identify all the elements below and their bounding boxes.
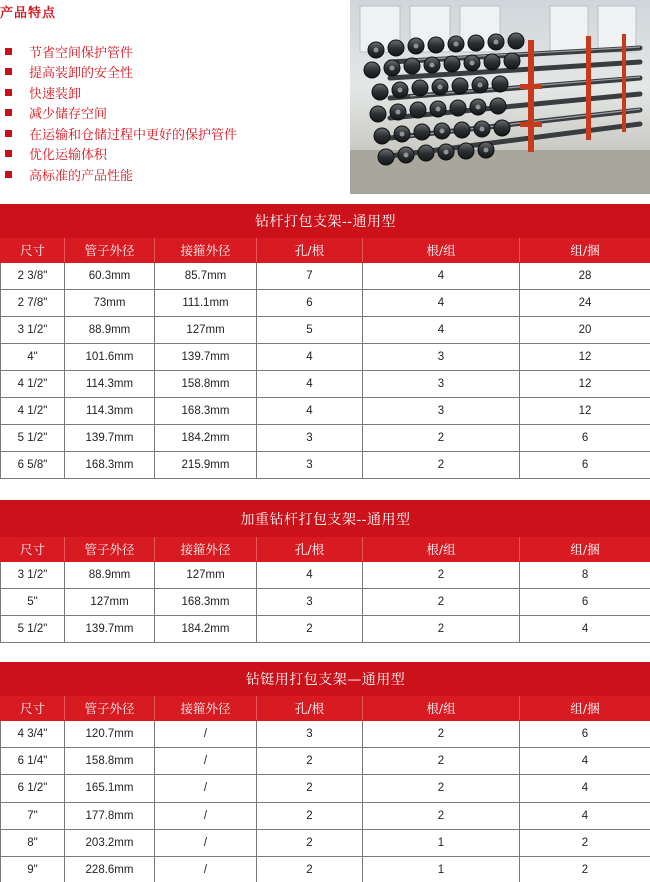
cell-coupling-od: 111.1mm <box>155 290 257 317</box>
feature-text: 在运输和仓储过程中更好的保护管件 <box>29 127 238 143</box>
table-title-row <box>1 663 650 696</box>
table-header-row <box>1 696 650 721</box>
table-row <box>1 425 650 452</box>
cell-pipes-per-group: 4 <box>363 290 520 317</box>
cell-size: 4 3/4" <box>1 721 65 748</box>
cell-pipes-per-group: 2 <box>363 452 520 479</box>
square-bullet-icon <box>5 109 12 116</box>
cell-coupling-od: 127mm <box>155 562 257 589</box>
cell-pipes-per-group: 3 <box>363 344 520 371</box>
feature-item <box>5 144 237 165</box>
feature-item <box>5 164 237 185</box>
cell-coupling-od: 85.7mm <box>155 263 257 290</box>
table-body <box>1 263 650 479</box>
product-photo <box>350 0 650 194</box>
header-groups-per-bundle: 组/捆 <box>520 537 650 562</box>
table-row <box>1 748 650 775</box>
cell-coupling-od: 184.2mm <box>155 425 257 452</box>
features-title: 产品特点 <box>0 6 57 21</box>
cell-pipe-od: 127mm <box>65 589 155 616</box>
table-row <box>1 263 650 290</box>
cell-groups-per-bundle: 2 <box>520 829 650 856</box>
cell-pipes-per-group: 2 <box>363 748 520 775</box>
cell-pipe-od: 203.2mm <box>65 829 155 856</box>
cell-groups-per-bundle: 2 <box>520 856 650 882</box>
cell-holes-per-unit: 2 <box>257 829 363 856</box>
feature-item <box>5 62 237 83</box>
cell-pipe-od: 114.3mm <box>65 371 155 398</box>
cell-size: 2 3/8" <box>1 263 65 290</box>
cell-pipes-per-group: 2 <box>363 425 520 452</box>
cell-coupling-od: 158.8mm <box>155 371 257 398</box>
heavy-weight-drill-pipe-rack-table <box>0 500 650 643</box>
table-title: 钻铤用打包支架—通用型 <box>1 663 650 696</box>
cell-coupling-od: / <box>155 721 257 748</box>
pipe-rack-illustration <box>350 0 650 194</box>
cell-pipe-od: 120.7mm <box>65 721 155 748</box>
table-body <box>1 721 650 882</box>
cell-holes-per-unit: 3 <box>257 425 363 452</box>
cell-groups-per-bundle: 6 <box>520 721 650 748</box>
cell-coupling-od: 215.9mm <box>155 452 257 479</box>
cell-holes-per-unit: 6 <box>257 290 363 317</box>
cell-size: 4" <box>1 344 65 371</box>
cell-holes-per-unit: 2 <box>257 802 363 829</box>
table-header-row <box>1 238 650 263</box>
cell-groups-per-bundle: 24 <box>520 290 650 317</box>
cell-pipe-od: 73mm <box>65 290 155 317</box>
cell-pipe-od: 60.3mm <box>65 263 155 290</box>
square-bullet-icon <box>5 48 12 55</box>
cell-pipes-per-group: 2 <box>363 775 520 802</box>
cell-groups-per-bundle: 4 <box>520 802 650 829</box>
square-bullet-icon <box>5 171 12 178</box>
header-size: 尺寸 <box>1 537 65 562</box>
cell-size: 4 1/2" <box>1 371 65 398</box>
header-holes-per-unit: 孔/根 <box>257 696 363 721</box>
cell-pipe-od: 165.1mm <box>65 775 155 802</box>
cell-pipe-od: 177.8mm <box>65 802 155 829</box>
cell-size: 6 5/8" <box>1 452 65 479</box>
cell-size: 4 1/2" <box>1 398 65 425</box>
cell-pipe-od: 88.9mm <box>65 317 155 344</box>
table-title-row <box>1 205 650 238</box>
cell-size: 8" <box>1 829 65 856</box>
cell-groups-per-bundle: 12 <box>520 344 650 371</box>
square-bullet-icon <box>5 68 12 75</box>
header-pipe-od: 管子外径 <box>65 238 155 263</box>
feature-text: 优化运输体积 <box>29 148 108 164</box>
cell-coupling-od: / <box>155 775 257 802</box>
table-row <box>1 802 650 829</box>
cell-size: 6 1/4" <box>1 748 65 775</box>
cell-holes-per-unit: 2 <box>257 748 363 775</box>
feature-item <box>5 123 237 144</box>
cell-holes-per-unit: 4 <box>257 398 363 425</box>
cell-groups-per-bundle: 4 <box>520 748 650 775</box>
table-title-row <box>1 501 650 537</box>
cell-coupling-od: 168.3mm <box>155 589 257 616</box>
feature-text: 高标准的产品性能 <box>29 168 134 184</box>
table-row <box>1 452 650 479</box>
cell-size: 6 1/2" <box>1 775 65 802</box>
cell-holes-per-unit: 4 <box>257 344 363 371</box>
cell-groups-per-bundle: 20 <box>520 317 650 344</box>
header-holes-per-unit: 孔/根 <box>257 537 363 562</box>
cell-coupling-od: / <box>155 856 257 882</box>
table-body <box>1 562 650 643</box>
cell-holes-per-unit: 4 <box>257 562 363 589</box>
cell-holes-per-unit: 4 <box>257 371 363 398</box>
cell-pipes-per-group: 2 <box>363 562 520 589</box>
cell-size: 5 1/2" <box>1 616 65 643</box>
drill-pipe-rack-table <box>0 204 650 479</box>
cell-holes-per-unit: 2 <box>257 856 363 882</box>
cell-coupling-od: 184.2mm <box>155 616 257 643</box>
header-size: 尺寸 <box>1 238 65 263</box>
cell-size: 7" <box>1 802 65 829</box>
header-coupling-od: 接箍外径 <box>155 537 257 562</box>
cell-coupling-od: 127mm <box>155 317 257 344</box>
header-coupling-od: 接箍外径 <box>155 696 257 721</box>
cell-size: 9" <box>1 856 65 882</box>
table-title: 加重钻杆打包支架--通用型 <box>1 501 650 537</box>
feature-text: 节省空间保护管件 <box>29 45 134 61</box>
cell-pipe-od: 88.9mm <box>65 562 155 589</box>
table-row <box>1 721 650 748</box>
cell-pipes-per-group: 3 <box>363 371 520 398</box>
table-row <box>1 398 650 425</box>
cell-coupling-od: 168.3mm <box>155 398 257 425</box>
cell-coupling-od: / <box>155 829 257 856</box>
cell-holes-per-unit: 3 <box>257 589 363 616</box>
cell-groups-per-bundle: 6 <box>520 589 650 616</box>
cell-holes-per-unit: 3 <box>257 452 363 479</box>
cell-coupling-od: / <box>155 748 257 775</box>
cell-pipes-per-group: 4 <box>363 317 520 344</box>
table-row <box>1 344 650 371</box>
cell-pipes-per-group: 2 <box>363 721 520 748</box>
feature-text: 提高装卸的安全性 <box>29 66 134 82</box>
cell-holes-per-unit: 3 <box>257 721 363 748</box>
table-header-row <box>1 537 650 562</box>
feature-text: 快速装卸 <box>29 86 82 102</box>
cell-holes-per-unit: 5 <box>257 317 363 344</box>
cell-size: 3 1/2" <box>1 562 65 589</box>
table-row <box>1 371 650 398</box>
product-features <box>0 0 350 200</box>
cell-holes-per-unit: 2 <box>257 775 363 802</box>
cell-pipe-od: 139.7mm <box>65 616 155 643</box>
cell-coupling-od: 139.7mm <box>155 344 257 371</box>
table-row <box>1 616 650 643</box>
cell-pipe-od: 168.3mm <box>65 452 155 479</box>
cell-size: 5" <box>1 589 65 616</box>
table-row <box>1 589 650 616</box>
header-holes-per-unit: 孔/根 <box>257 238 363 263</box>
table-row <box>1 775 650 802</box>
square-bullet-icon <box>5 150 12 157</box>
table-row <box>1 829 650 856</box>
feature-text: 减少储存空间 <box>29 107 108 123</box>
header-pipes-per-group: 根/组 <box>363 696 520 721</box>
cell-holes-per-unit: 7 <box>257 263 363 290</box>
cell-coupling-od: / <box>155 802 257 829</box>
cell-holes-per-unit: 2 <box>257 616 363 643</box>
cell-pipes-per-group: 2 <box>363 589 520 616</box>
cell-groups-per-bundle: 28 <box>520 263 650 290</box>
table-title: 钻杆打包支架--通用型 <box>1 205 650 238</box>
header-pipe-od: 管子外径 <box>65 537 155 562</box>
cell-pipes-per-group: 4 <box>363 263 520 290</box>
cell-pipe-od: 139.7mm <box>65 425 155 452</box>
header-pipes-per-group: 根/组 <box>363 537 520 562</box>
cell-groups-per-bundle: 4 <box>520 775 650 802</box>
cell-pipe-od: 158.8mm <box>65 748 155 775</box>
cell-pipe-od: 114.3mm <box>65 398 155 425</box>
cell-groups-per-bundle: 6 <box>520 425 650 452</box>
drill-collar-rack-table <box>0 662 650 882</box>
table-row <box>1 562 650 589</box>
header-groups-per-bundle: 组/捆 <box>520 696 650 721</box>
cell-size: 2 7/8" <box>1 290 65 317</box>
header-pipes-per-group: 根/组 <box>363 238 520 263</box>
cell-size: 5 1/2" <box>1 425 65 452</box>
cell-pipes-per-group: 2 <box>363 802 520 829</box>
header-groups-per-bundle: 组/捆 <box>520 238 650 263</box>
cell-pipe-od: 228.6mm <box>65 856 155 882</box>
square-bullet-icon <box>5 89 12 96</box>
header-size: 尺寸 <box>1 696 65 721</box>
table-row <box>1 317 650 344</box>
feature-item <box>5 82 237 103</box>
table-row <box>1 856 650 882</box>
cell-groups-per-bundle: 12 <box>520 371 650 398</box>
cell-groups-per-bundle: 8 <box>520 562 650 589</box>
cell-pipes-per-group: 1 <box>363 829 520 856</box>
feature-item <box>5 41 237 62</box>
cell-pipes-per-group: 1 <box>363 856 520 882</box>
feature-list <box>5 41 237 185</box>
cell-groups-per-bundle: 6 <box>520 452 650 479</box>
cell-groups-per-bundle: 12 <box>520 398 650 425</box>
cell-pipes-per-group: 3 <box>363 398 520 425</box>
feature-item <box>5 103 237 124</box>
header-pipe-od: 管子外径 <box>65 696 155 721</box>
cell-size: 3 1/2" <box>1 317 65 344</box>
cell-pipes-per-group: 2 <box>363 616 520 643</box>
square-bullet-icon <box>5 130 12 137</box>
header-coupling-od: 接箍外径 <box>155 238 257 263</box>
cell-pipe-od: 101.6mm <box>65 344 155 371</box>
cell-groups-per-bundle: 4 <box>520 616 650 643</box>
table-row <box>1 290 650 317</box>
